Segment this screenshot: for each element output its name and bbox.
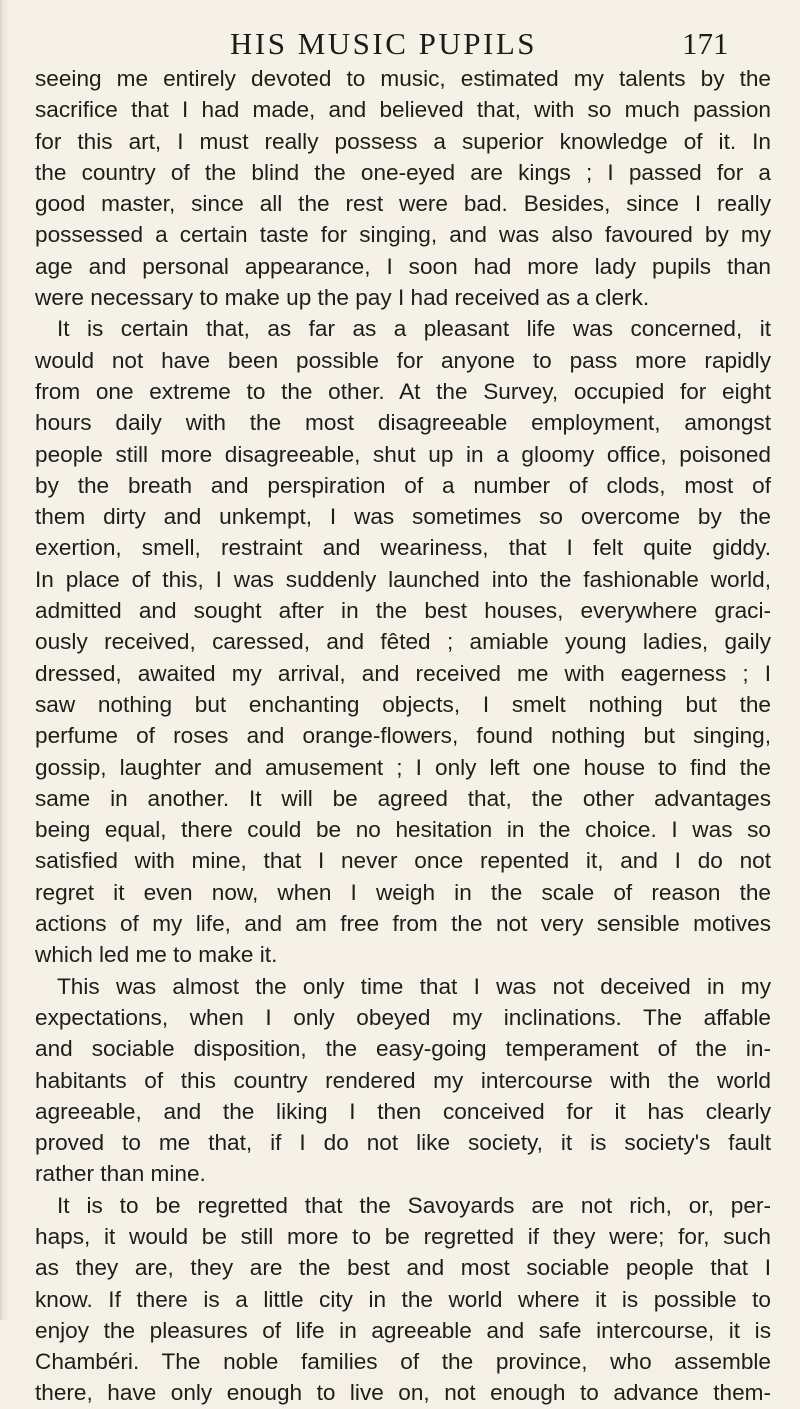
text-line: by the breath and perspiration of a number of clods, most of bbox=[35, 472, 771, 498]
text-line: ously received, caressed, and fêted ; amiable young ladies, gaily bbox=[35, 629, 771, 655]
text-line: the country of the blind the one-eyed are kings ; I passed for a bbox=[35, 159, 771, 185]
text-line: In place of this, I was suddenly launched into the fashionable world, bbox=[35, 566, 771, 592]
text-line: same in another. It will be agreed that, the other advantages bbox=[35, 785, 771, 811]
page-number: 171 bbox=[682, 26, 729, 61]
text-line: gossip, laughter and amusement ; I only left one house to find the bbox=[35, 754, 771, 780]
text-line: and sociable disposition, the easy-going temperament of the in- bbox=[35, 1036, 771, 1062]
text-line: for this art, I must really possess a superior knowledge of it. In bbox=[35, 128, 771, 154]
page-header bbox=[0, 24, 800, 64]
text-line: them dirty and unkempt, I was sometimes so overcome by the bbox=[35, 504, 771, 530]
text-line: people still more disagreeable, shut up in a gloomy office, poisoned bbox=[35, 441, 771, 467]
text-line: enjoy the pleasures of life in agreeable and safe intercourse, it is bbox=[35, 1317, 771, 1343]
text-line: possessed a certain taste for singing, and was also favoured by my bbox=[35, 222, 771, 248]
text-line: exertion, smell, restraint and weariness, that I felt quite giddy. bbox=[35, 535, 771, 561]
text-line: from one extreme to the other. At the Survey, occupied for eight bbox=[35, 378, 771, 404]
text-line: as they are, they are the best and most sociable people that I bbox=[35, 1255, 771, 1281]
text-line: sacrifice that I had made, and believed that, with so much passion bbox=[35, 97, 771, 123]
text-line: It is to be regretted that the Savoyards are not rich, or, per- bbox=[57, 1192, 771, 1218]
text-line: rather than mine. bbox=[35, 1161, 206, 1187]
text-line: actions of my life, and am free from the not very sensible motives bbox=[35, 911, 771, 937]
running-head: HIS MUSIC PUPILS bbox=[230, 26, 538, 61]
text-line: hours daily with the most disagreeable employment, amongst bbox=[35, 410, 771, 436]
text-line: saw nothing but enchanting objects, I smelt nothing but the bbox=[35, 691, 771, 717]
text-line: which led me to make it. bbox=[35, 942, 278, 968]
text-line: dressed, awaited my arrival, and received me with eagerness ; I bbox=[35, 660, 771, 686]
text-line: good master, since all the rest were bad. Besides, since I really bbox=[35, 191, 771, 217]
text-line: agreeable, and the liking I then conceived for it has clearly bbox=[35, 1098, 771, 1124]
text-line: proved to me that, if I do not like society, it is society's fault bbox=[35, 1130, 771, 1156]
text-line: This was almost the only time that I was not deceived in my bbox=[57, 973, 771, 999]
text-line: satisfied with mine, that I never once repented it, and I do not bbox=[35, 848, 771, 874]
text-line: Chambéri. The noble families of the province, who assemble bbox=[35, 1349, 771, 1375]
text-line: perfume of roses and orange-flowers, found nothing but singing, bbox=[35, 723, 771, 749]
text-line: there, have only enough to live on, not enough to advance them- bbox=[35, 1380, 771, 1406]
text-line: would not have been possible for anyone to pass more rapidly bbox=[35, 347, 771, 373]
text-line: It is certain that, as far as a pleasant life was concerned, it bbox=[57, 316, 771, 342]
text-line: age and personal appearance, I soon had more lady pupils than bbox=[35, 253, 771, 279]
text-line: haps, it would be still more to be regretted if they were; for, such bbox=[35, 1223, 771, 1249]
text-line: know. If there is a little city in the world where it is possible to bbox=[35, 1286, 771, 1312]
text-line: seeing me entirely devoted to music, estimated my talents by the bbox=[35, 66, 771, 91]
text-line: habitants of this country rendered my intercourse with the world bbox=[35, 1067, 771, 1093]
page-gutter-edge bbox=[0, 0, 10, 1320]
body-text bbox=[35, 63, 771, 1409]
text-line: were necessary to make up the pay I had received as a clerk. bbox=[35, 285, 650, 311]
text-line: admitted and sought after in the best houses, everywhere graci- bbox=[35, 598, 771, 624]
text-line: expectations, when I only obeyed my inclinations. The affable bbox=[35, 1004, 771, 1030]
text-line: regret it even now, when I weigh in the scale of reason the bbox=[35, 879, 771, 905]
text-line: being equal, there could be no hesitation in the choice. I was so bbox=[35, 817, 771, 843]
